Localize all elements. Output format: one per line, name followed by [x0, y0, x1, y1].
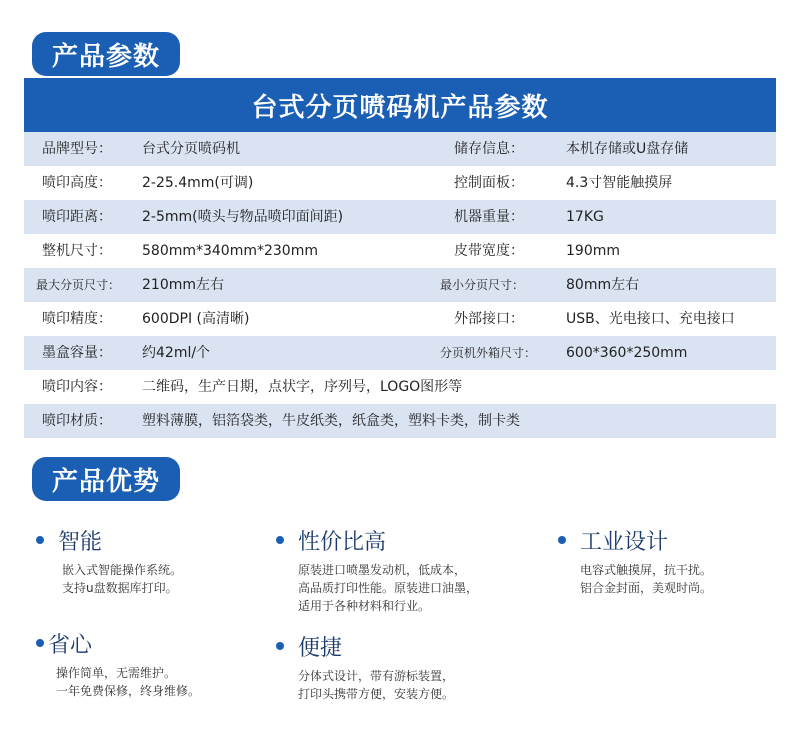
spec-table [24, 132, 776, 438]
spec-value: USB、光电接口、充电接口 [566, 311, 735, 327]
spec-value: 80mm左右 [566, 277, 640, 293]
spec-value: 塑料薄膜，铝箔袋类，牛皮纸类，纸盒类，塑料卡类，制卡类 [142, 413, 520, 429]
advantage-convenient [276, 631, 454, 703]
advantage-line: 原装进口喷墨发动机，低成本， [298, 563, 467, 577]
spec-row [24, 268, 776, 302]
spec-value: 190mm [566, 243, 620, 259]
spec-row [24, 404, 776, 438]
advantage-line: 嵌入式智能操作系统。 [62, 563, 183, 577]
spec-label: 喷印材质： [42, 413, 112, 429]
spec-label: 机器重量： [454, 209, 524, 225]
spec-value: 600DPI (高清晰) [142, 311, 250, 327]
spec-value: 约42ml/个 [142, 345, 211, 361]
spec-row [24, 132, 776, 166]
spec-label: 喷印距离： [42, 209, 112, 225]
advantage-title: 性价比高 [298, 529, 387, 555]
spec-value: 210mm左右 [142, 277, 224, 293]
spec-label: 控制面板： [454, 175, 524, 191]
bullet-icon [276, 642, 284, 650]
spec-value: 二维码，生产日期，点状字，序列号，LOGO图形等 [142, 379, 463, 395]
advantage-worry-free [36, 628, 200, 700]
advantage-value [276, 525, 478, 615]
advantage-smart [36, 525, 182, 597]
spec-row [24, 166, 776, 200]
spec-label: 整机尺寸： [42, 243, 112, 259]
spec-label: 外部接口： [454, 311, 524, 327]
advantage-title: 省心 [48, 632, 93, 658]
spec-row [24, 336, 776, 370]
spec-row [24, 302, 776, 336]
spec-label: 皮带宽度： [454, 243, 524, 259]
spec-label: 喷印内容： [42, 379, 112, 395]
advantage-line: 分体式设计，带有游标装置， [298, 669, 455, 683]
advantage-industrial-design [558, 525, 712, 597]
advantage-line: 电容式触摸屏，抗干扰。 [580, 563, 713, 577]
spec-row [24, 234, 776, 268]
bullet-icon [36, 536, 44, 544]
spec-label: 分页机外箱尺寸： [440, 346, 537, 360]
bullet-icon [558, 536, 566, 544]
advantage-title: 便捷 [298, 635, 343, 661]
section-title-product-params: 产品参数 [32, 32, 180, 76]
advantage-line: 操作简单，无需维护。 [56, 666, 177, 680]
advantage-line: 打印头携带方便，安装方便。 [298, 687, 455, 701]
advantage-line: 铝合金封面，美观时尚。 [580, 581, 713, 595]
section-title-product-advantages: 产品优势 [32, 457, 180, 501]
bullet-icon [36, 639, 44, 647]
advantage-line: 一年免费保修，终身维修。 [56, 684, 201, 698]
advantage-line: 支持u盘数据库打印。 [62, 581, 178, 595]
advantage-title: 工业设计 [580, 529, 669, 555]
spec-label: 储存信息： [454, 141, 524, 157]
advantage-line: 高品质打印性能。原装进口油墨， [298, 581, 479, 595]
spec-value: 台式分页喷码机 [142, 141, 240, 157]
spec-label: 最大分页尺寸： [36, 278, 121, 292]
spec-value: 本机存储或U盘存储 [566, 141, 689, 157]
advantage-line: 适用于各种材料和行业。 [298, 599, 431, 613]
spec-label: 墨盒容量： [42, 345, 112, 361]
spec-label: 喷印高度： [42, 175, 112, 191]
spec-label: 最小分页尺寸： [440, 278, 525, 292]
spec-value: 2-5mm(喷头与物品喷印面间距) [142, 209, 344, 225]
spec-value: 600*360*250mm [566, 345, 688, 361]
spec-value: 4.3寸智能触摸屏 [566, 175, 673, 191]
advantage-title: 智能 [58, 529, 103, 555]
spec-value: 580mm*340mm*230mm [142, 243, 318, 259]
spec-label: 品牌型号： [42, 141, 112, 157]
spec-row [24, 200, 776, 234]
spec-table-banner: 台式分页喷码机产品参数 [24, 78, 776, 132]
bullet-icon [276, 536, 284, 544]
spec-value: 2-25.4mm(可调) [142, 175, 254, 191]
spec-value: 17KG [566, 209, 604, 225]
spec-label: 喷印精度： [42, 311, 112, 327]
spec-row [24, 370, 776, 404]
